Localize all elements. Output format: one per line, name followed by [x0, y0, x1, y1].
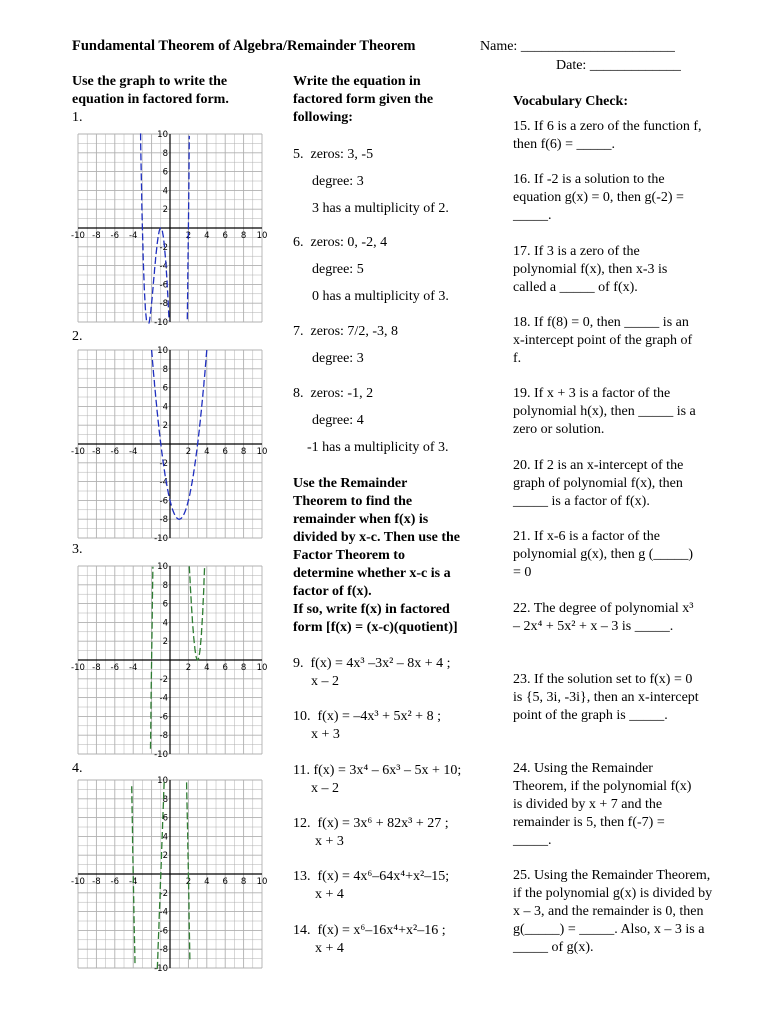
x-tick-label: 6 [222, 663, 228, 673]
x-tick-label: 2 [185, 877, 192, 887]
vocab-item-21: 21. If x-6 is a factor of the polynomial g(x), then g (_____) = 0 [513, 529, 694, 580]
vocab-item-22: 22. The degree of polynomial x³ – 2x⁴ + 5x² + x – 3 is _____. [513, 601, 694, 634]
x-tick-label: 10 [256, 231, 268, 241]
vocab-item-15: 15. If 6 is a zero of the function f, then f(6) = _____. [513, 119, 702, 152]
x-tick-label: -6 [110, 877, 120, 887]
x-tick-label: 6 [222, 231, 228, 241]
x-tick-label: -4 [128, 231, 138, 241]
y-tick-label: 10 [157, 562, 168, 572]
x-tick-label: -6 [110, 231, 120, 241]
graph-label-2: 2. [72, 329, 83, 344]
x-tick-label: 8 [240, 877, 247, 887]
y-tick-label: -8 [159, 299, 168, 310]
y-tick-label: 4 [162, 402, 168, 413]
y-tick-label: -6 [159, 926, 168, 937]
vocab-item-18: 18. If f(8) = 0, then _____ is an x-intercept point of the graph of f. [513, 315, 693, 366]
x-tick-label: -8 [92, 447, 101, 457]
problem-5: 5. zeros: 3, -5 degree: 3 3 has a multiplicity of 2. [293, 147, 449, 216]
x-tick-label: -8 [92, 663, 101, 673]
y-tick-label: 6 [162, 599, 168, 610]
graph-label-3: 3. [72, 542, 83, 557]
vocab-item-24: 24. Using the Remainder Theorem, if the polynomial f(x) is divided by x + 7 and the remainder is 5, then f(-7) = _____. [513, 761, 692, 848]
graph-4 [70, 776, 268, 974]
problem-7: 7. zeros: 7/2, -3, 8 degree: 3 [293, 324, 398, 366]
graph-3-svg [70, 562, 268, 760]
vocab-item-23: 23. If the solution set to f(x) = 0 is {5, 3i, -3i}, then an x-intercept point of the graph is _____. [513, 672, 699, 723]
x-tick-label: 2 [185, 231, 192, 241]
graph-1-svg [70, 130, 268, 328]
y-tick-label: 4 [162, 186, 168, 197]
graph-label-1: 1. [72, 110, 83, 125]
problem-14: 14. f(x) = x⁶–16x⁴+x²–16 ; x + 4 [293, 923, 446, 956]
vocab-item-19: 19. If x + 3 is a factor of the polynomial h(x), then _____ is a zero or solution. [513, 386, 696, 437]
x-tick-label: 10 [256, 663, 268, 673]
x-tick-label: -10 [71, 663, 85, 673]
x-tick-label: -8 [92, 877, 101, 887]
date-field[interactable]: Date: _____________ [556, 58, 681, 73]
x-tick-label: 8 [240, 231, 247, 241]
x-tick-label: -6 [110, 663, 120, 673]
x-tick-label: -8 [92, 231, 101, 241]
x-tick-label: 6 [222, 447, 228, 457]
graph-2 [70, 346, 268, 544]
problem-11: 11. f(x) = 3x⁴ – 6x³ – 5x + 10; x – 2 [293, 763, 462, 796]
problem-12: 12. f(x) = 3x⁶ + 82x³ + 27 ; x + 3 [293, 816, 449, 849]
y-tick-label: -4 [159, 261, 168, 272]
y-tick-label: -10 [154, 534, 168, 544]
y-tick-label: 10 [157, 130, 168, 140]
y-tick-label: -10 [154, 318, 168, 328]
x-tick-label: 10 [256, 447, 268, 457]
y-tick-label: 2 [162, 421, 168, 432]
graph-instruction: Use the graph to write the equation in factored form. [72, 74, 229, 107]
graph-label-4: 4. [72, 761, 83, 776]
y-tick-label: -6 [159, 496, 168, 507]
y-tick-label: -2 [159, 888, 168, 899]
factored-form-instruction: Write the equation in factored form given the following: [293, 74, 434, 125]
y-tick-label: 6 [162, 383, 168, 394]
x-tick-label: -10 [71, 877, 85, 887]
y-tick-label: 4 [162, 618, 168, 629]
graph-4-svg [70, 776, 268, 974]
x-tick-label: 2 [185, 663, 192, 673]
y-tick-label: -8 [159, 945, 168, 956]
y-tick-label: 8 [162, 794, 168, 805]
vocab-item-20: 20. If 2 is an x-intercept of the graph of polynomial f(x), then _____ is a factor of f(x). [513, 458, 684, 509]
x-tick-label: -10 [71, 231, 85, 241]
name-field[interactable]: Name: ______________________ [480, 39, 675, 54]
y-tick-label: -2 [159, 674, 168, 685]
y-tick-label: 8 [162, 148, 168, 159]
vocab-item-17: 17. If 3 is a zero of the polynomial f(x), then x-3 is called a _____ of f(x). [513, 244, 668, 295]
y-tick-label: -2 [159, 458, 168, 469]
problem-13: 13. f(x) = 4x⁶–64x⁴+x²–15; x + 4 [293, 869, 450, 902]
y-tick-label: -4 [159, 907, 168, 918]
y-tick-label: -6 [159, 280, 168, 291]
y-tick-label: -8 [159, 515, 168, 526]
graph-1 [70, 130, 268, 328]
y-tick-label: -4 [159, 477, 168, 488]
vocab-item-25: 25. Using the Remainder Theorem, if the polynomial g(x) is divided by x – 3, and the remainder is 0, then g(_____) = _____. Also, x – 3 is a _____ of g(x). [513, 868, 713, 955]
x-tick-label: 4 [204, 877, 210, 887]
y-tick-label: -2 [159, 242, 168, 253]
x-tick-label: 6 [222, 877, 228, 887]
y-tick-label: 2 [162, 637, 168, 648]
y-tick-label: -8 [159, 731, 168, 742]
y-tick-label: -6 [159, 712, 168, 723]
x-tick-label: 10 [256, 877, 268, 887]
vocabulary-heading: Vocabulary Check: [513, 94, 628, 109]
y-tick-label: -10 [154, 750, 168, 760]
y-tick-label: 2 [162, 205, 168, 216]
x-tick-label: 2 [185, 447, 192, 457]
y-tick-label: 10 [157, 776, 168, 786]
x-tick-label: -4 [128, 877, 138, 887]
y-tick-label: 8 [162, 364, 168, 375]
y-tick-label: 10 [157, 346, 168, 356]
x-tick-label: -10 [71, 447, 85, 457]
x-tick-label: 8 [240, 663, 247, 673]
y-tick-label: 4 [162, 832, 168, 843]
problem-6: 6. zeros: 0, -2, 4 degree: 5 0 has a multiplicity of 3. [293, 235, 449, 304]
problem-9: 9. f(x) = 4x³ –3x² – 8x + 4 ; x – 2 [293, 656, 451, 689]
y-tick-label: -10 [154, 964, 168, 974]
x-tick-label: -4 [128, 663, 138, 673]
worksheet-title: Fundamental Theorem of Algebra/Remainder Theorem [72, 38, 416, 54]
y-tick-label: 6 [162, 167, 168, 178]
x-tick-label: 4 [204, 447, 210, 457]
x-tick-label: -6 [110, 447, 120, 457]
vocab-item-16: 16. If -2 is a solution to the equation g(x) = 0, then g(-2) = _____. [513, 172, 684, 223]
problem-8: 8. zeros: -1, 2 degree: 4 -1 has a multiplicity of 3. [293, 386, 449, 455]
x-tick-label: 4 [204, 231, 210, 241]
x-tick-label: 8 [240, 447, 247, 457]
x-tick-label: 4 [204, 663, 210, 673]
graph-3 [70, 562, 268, 760]
y-tick-label: 2 [162, 851, 168, 862]
x-tick-label: -4 [128, 447, 138, 457]
remainder-theorem-instruction: Use the Remainder Theorem to find the remainder when f(x) is divided by x-c. Then use the Factor Theorem to determine whether x-c is a factor of f(x). If so, write f(x) in factored form [f(x) = (x-c)(quotient)] [293, 476, 460, 635]
y-tick-label: 6 [162, 813, 168, 824]
y-tick-label: 8 [162, 580, 168, 591]
graph-2-svg [70, 346, 268, 544]
problem-10: 10. f(x) = –4x³ + 5x² + 8 ; x + 3 [293, 709, 441, 742]
y-tick-label: -4 [159, 693, 168, 704]
